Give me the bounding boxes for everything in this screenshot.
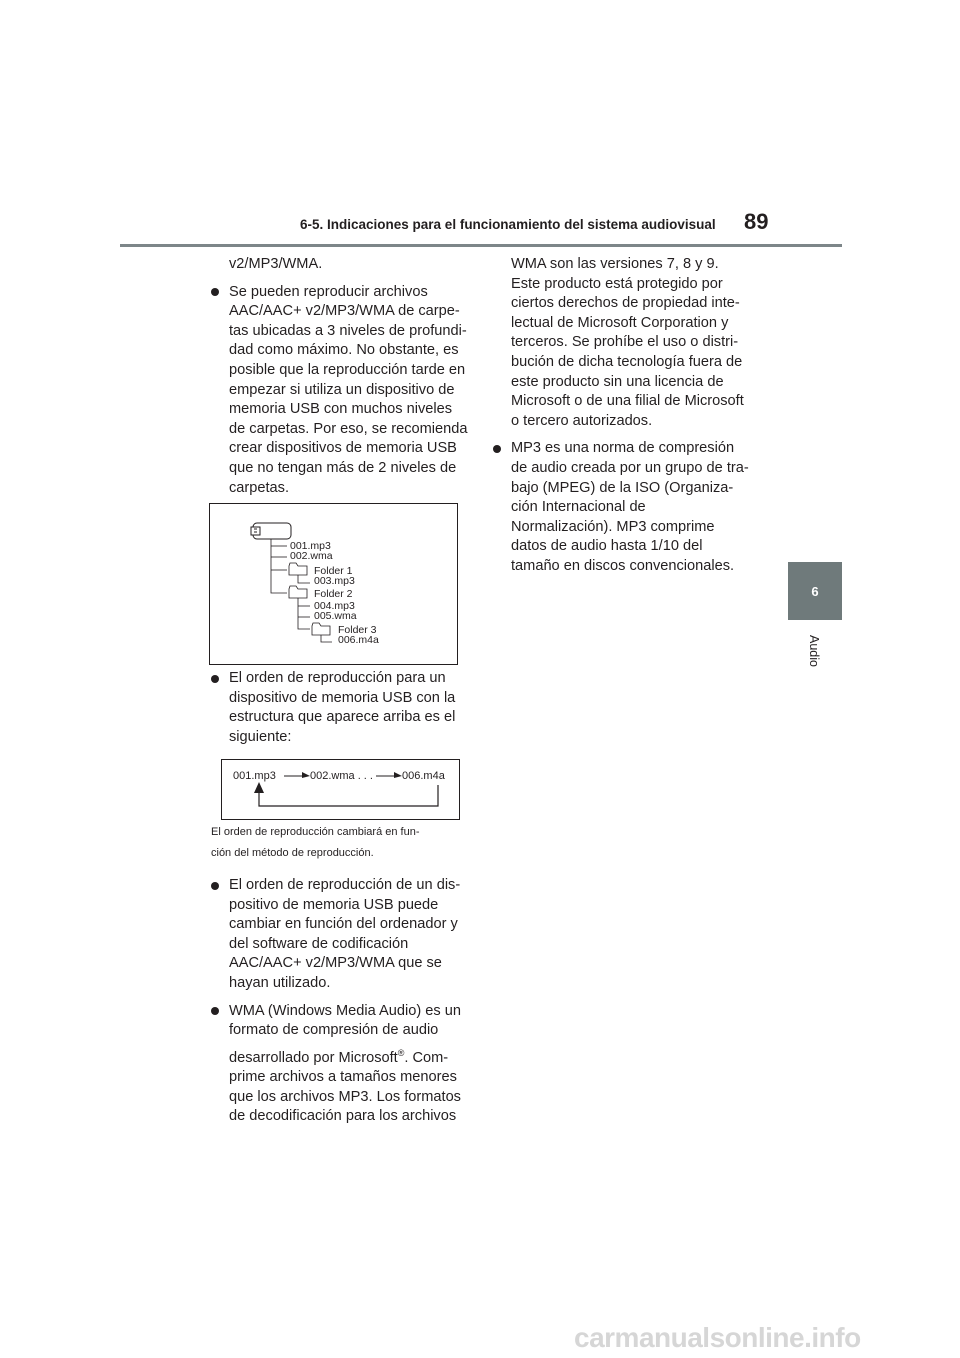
play-order-arrows [222, 760, 459, 819]
bullet-icon [211, 1007, 219, 1015]
bullet-icon [493, 445, 501, 453]
bullet-icon [211, 882, 219, 890]
arrow-right-icon [394, 772, 402, 778]
bullet-item: El orden de reproducción de un dis- positivo de memoria USB puede cambiar en función del ordenador y del software de codificación AAC/AAC+ v2/MP3/WMA que se hayan utilizado. [211, 876, 476, 994]
page-number: 89 [744, 209, 769, 234]
arrow-right-icon [302, 772, 310, 778]
usb-drive-icon [251, 523, 291, 539]
section-title: 6-5. Indicaciones para el funcionamiento del sistema audiovisual [300, 217, 716, 232]
left-column-mid [211, 669, 476, 747]
continuation-text: WMA son las versiones 7, 8 y 9. Este producto está protegido por ciertos derechos de propiedad inte- lectual de Microsoft Corporation y terceros. Se prohíbe el uso o distri- bución de dicha tecnología fuera de este producto sin una licencia de Microsoft o de una filial de Microsoft o tercero autorizados. [511, 256, 744, 429]
bullet-icon [211, 675, 219, 683]
bullet-item: El orden de reproducción para un dispositivo de memoria USB con la estructura que aparece arriba es el siguiente: [211, 669, 476, 747]
tree-item: 004.mp3 [314, 600, 355, 612]
play-order-first: 001.mp3 [233, 770, 276, 782]
chapter-label: Audio [807, 635, 821, 667]
chapter-tab[interactable] [788, 562, 842, 620]
tree-item: 003.mp3 [314, 575, 355, 587]
right-column [493, 255, 758, 577]
continuation-text: v2/MP3/WMA. [229, 256, 323, 272]
header-rule [120, 244, 842, 247]
watermark: carmanualsonline.info [574, 1322, 861, 1353]
play-order-last: 006.m4a [402, 770, 445, 782]
left-column-top [211, 255, 476, 498]
tree-item: Folder 1 [314, 565, 353, 577]
tree-item: 005.wma [314, 610, 357, 622]
left-column-bottom [211, 822, 476, 1127]
tree-item: 006.m4a [338, 634, 379, 646]
figure-caption: El orden de reproducción cambiará en fun- ción del método de reproducción. [211, 826, 420, 859]
arrow-up-icon [254, 782, 264, 793]
play-order-second: 002.wma . . . [310, 770, 373, 782]
tree-item: 001.mp3 [290, 540, 331, 552]
tree-item: Folder 2 [314, 588, 353, 600]
folder-icon [289, 563, 307, 575]
bullet-icon [211, 288, 219, 296]
folder-icon [289, 586, 307, 598]
folder-tree-figure [209, 503, 458, 665]
bullet-item: MP3 es una norma de compresión de audio creada por un grupo de tra- bajo (MPEG) de la ISO (Organiza- ción Internacional de Normalización). MP3 comprime datos de audio hasta 1/10 del tamaño en discos convencionales. [493, 439, 758, 576]
chapter-number: 6 [811, 584, 819, 599]
tree-item: Folder 3 [338, 624, 377, 636]
folder-icon [312, 623, 330, 635]
tree-item: 002.wma [290, 550, 333, 562]
play-order-figure [221, 759, 460, 820]
bullet-item: Se pueden reproducir archivos AAC/AAC+ v2/MP3/WMA de carpe- tas ubicadas a 3 niveles de profundi- dad como máximo. No obstante, es posible que la reproducción tarde en empezar si utiliza un dispositivo de memoria USB con muchos niveles de carpetas. Por eso, se recomienda crear dispositivos de memoria USB que no tengan más de 2 niveles de carpetas. [211, 283, 476, 499]
bullet-item: WMA (Windows Media Audio) es un formato de compresión de audio desarrollado por Microsoft®. Com- prime archivos a tamaños menores que los archivos MP3. Los formatos de decodificación para los archivos [211, 1002, 476, 1127]
